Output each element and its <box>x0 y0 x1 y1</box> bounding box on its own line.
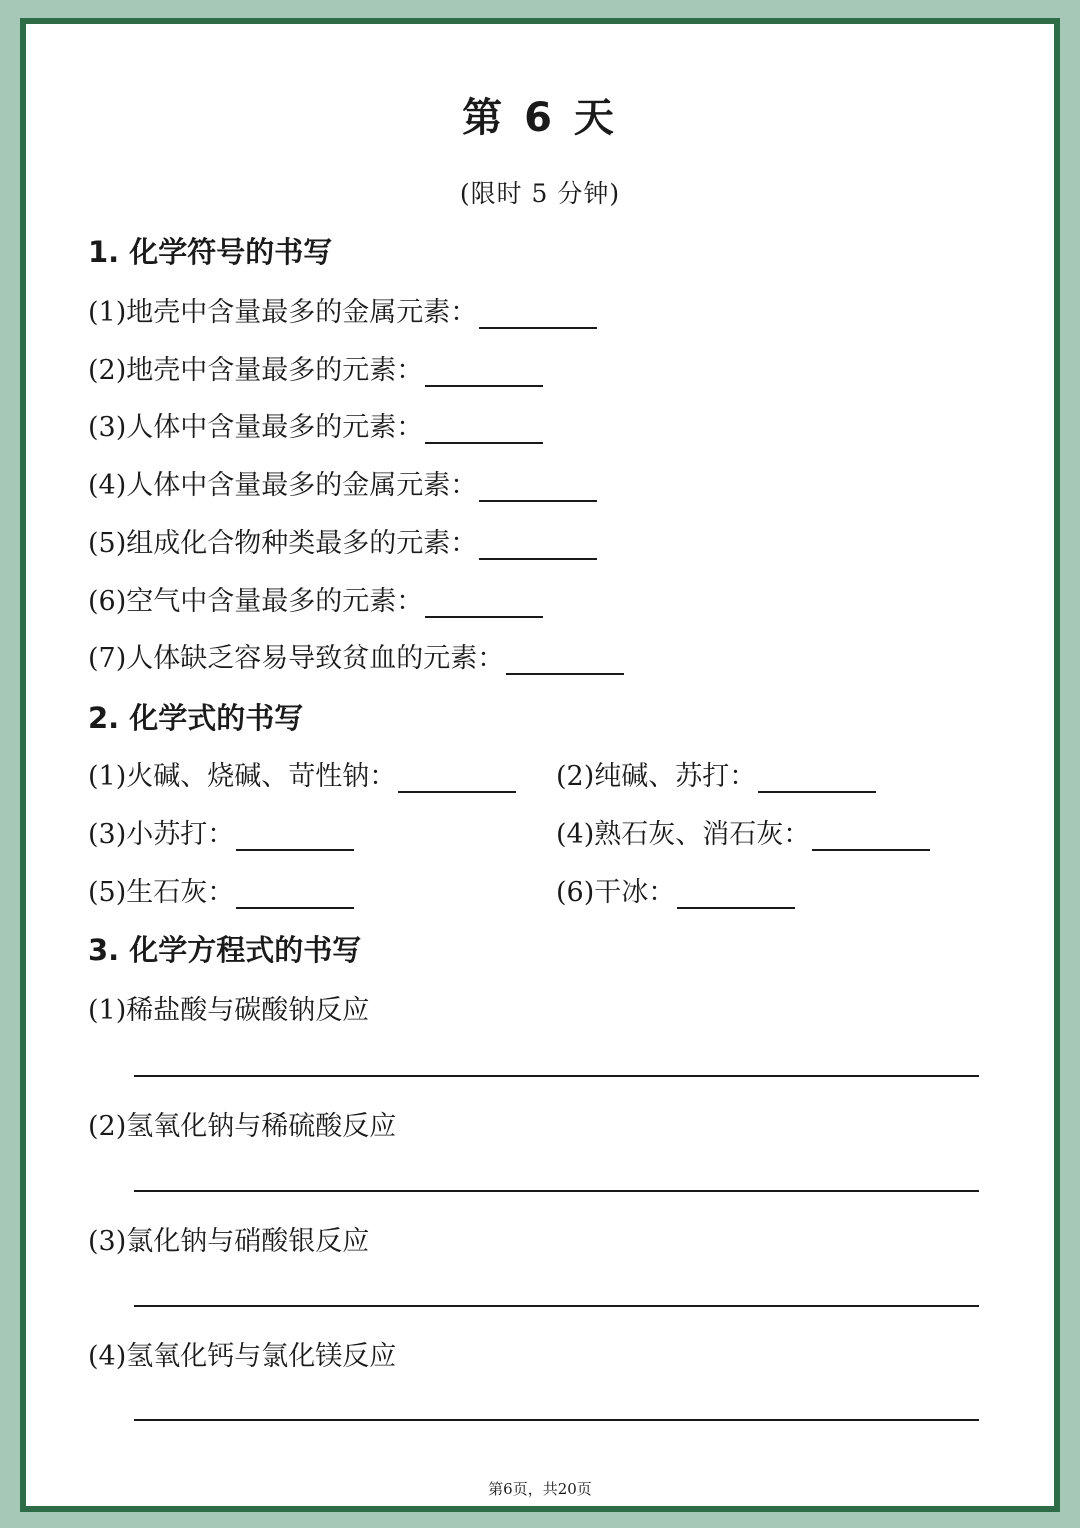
answer-blank[interactable] <box>425 412 543 444</box>
answer-blank[interactable] <box>398 761 516 793</box>
answer-blank[interactable] <box>479 297 597 329</box>
answer-blank[interactable] <box>236 819 354 851</box>
question-text: (4)熟石灰、消石灰： <box>556 819 811 850</box>
question-text: (6)干冰： <box>556 877 676 908</box>
question-text: (4)氢氧化钙与氯化镁反应 <box>88 1341 397 1372</box>
page-footer: 第6页，共20页 <box>488 1480 592 1498</box>
answer-blank[interactable] <box>758 761 876 793</box>
answer-blank[interactable] <box>479 528 597 560</box>
question-1-1 <box>88 290 597 329</box>
question-text: (1)稀盐酸与碳酸钠反应 <box>88 995 370 1026</box>
question-1-2 <box>88 348 543 387</box>
answer-blank[interactable] <box>506 643 624 675</box>
question-text: (1)火碱、烧碱、苛性钠： <box>88 761 397 792</box>
question-2-6 <box>556 870 795 909</box>
question-3-1 <box>88 988 369 1027</box>
question-text: (2)氢氧化钠与稀硫酸反应 <box>88 1111 397 1142</box>
page-title: 第 6 天 <box>462 95 618 141</box>
answer-line-3-2[interactable] <box>134 1190 979 1192</box>
question-1-4 <box>88 463 597 502</box>
question-text: (3)人体中含量最多的元素： <box>88 412 424 443</box>
question-1-5 <box>88 521 597 560</box>
question-text: (2)地壳中含量最多的元素： <box>88 355 424 386</box>
answer-blank[interactable] <box>677 877 795 909</box>
answer-blank[interactable] <box>479 470 597 502</box>
answer-blank[interactable] <box>425 355 543 387</box>
answer-blank[interactable] <box>236 877 354 909</box>
question-text: (3)氯化钠与硝酸银反应 <box>88 1226 370 1257</box>
answer-line-3-1[interactable] <box>134 1075 979 1077</box>
question-text: (7)人体缺乏容易导致贫血的元素： <box>88 643 505 674</box>
answer-blank[interactable] <box>812 819 930 851</box>
question-2-2 <box>556 754 876 793</box>
question-1-3 <box>88 405 543 444</box>
question-2-4 <box>556 812 930 851</box>
question-3-3 <box>88 1219 369 1258</box>
time-limit: (限时 5 分钟) <box>459 179 621 208</box>
question-text: (6)空气中含量最多的元素： <box>88 586 424 617</box>
question-2-5 <box>88 870 354 909</box>
question-text: (4)人体中含量最多的金属元素： <box>88 470 478 501</box>
section-3-heading: 3. 化学方程式的书写 <box>88 933 362 967</box>
answer-blank[interactable] <box>425 586 543 618</box>
question-1-6 <box>88 579 543 618</box>
question-text: (5)组成化合物种类最多的元素： <box>88 528 478 559</box>
question-text: (3)小苏打： <box>88 819 235 850</box>
question-text: (1)地壳中含量最多的金属元素： <box>88 297 478 328</box>
question-1-7 <box>88 636 624 675</box>
answer-line-3-3[interactable] <box>134 1305 979 1307</box>
question-3-2 <box>88 1104 396 1143</box>
worksheet-page <box>20 18 1060 1512</box>
question-text: (2)纯碱、苏打： <box>556 761 757 792</box>
section-2-heading: 2. 化学式的书写 <box>88 701 304 735</box>
section-1-heading: 1. 化学符号的书写 <box>88 235 333 269</box>
question-text: (5)生石灰： <box>88 877 235 908</box>
question-2-3 <box>88 812 354 851</box>
question-3-4 <box>88 1334 396 1373</box>
answer-line-3-4[interactable] <box>134 1419 979 1421</box>
question-2-1 <box>88 754 516 793</box>
